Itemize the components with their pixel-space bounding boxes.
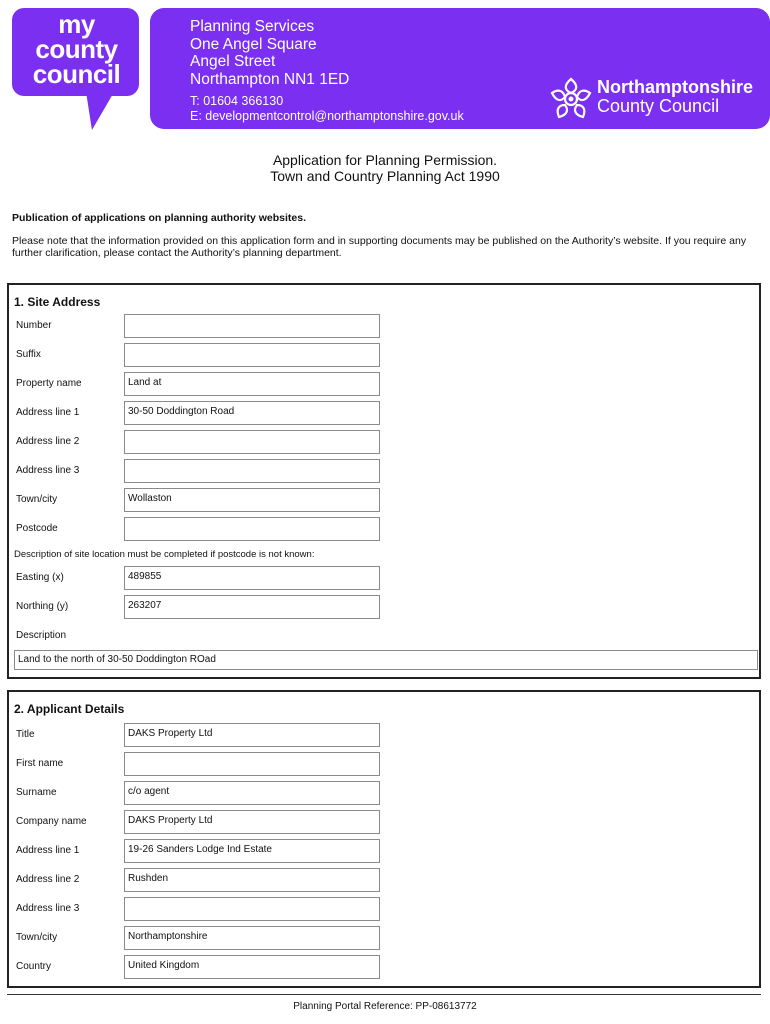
- title-field[interactable]: DAKS Property Ltd: [124, 723, 380, 747]
- publication-heading: Publication of applications on planning authority websites.: [12, 212, 307, 224]
- logo-bubble-tail: [78, 92, 114, 130]
- logo-line-3: council: [32, 59, 121, 89]
- address-line-1: Planning Services: [190, 18, 315, 35]
- postcode-field[interactable]: [124, 517, 380, 541]
- surname-field[interactable]: c/o agent: [124, 781, 380, 805]
- address-line-3-field[interactable]: [124, 459, 380, 483]
- form-row: [9, 459, 759, 484]
- field-label: Address line 2: [16, 874, 80, 885]
- address-line-2-field[interactable]: [124, 430, 380, 454]
- first-name-field[interactable]: [124, 752, 380, 776]
- form-row: [9, 897, 759, 922]
- section-title: 2. Applicant Details: [14, 702, 125, 716]
- address-line-2-field[interactable]: Rushden: [124, 868, 380, 892]
- suffix-field[interactable]: [124, 343, 380, 367]
- field-label: Address line 3: [16, 903, 80, 914]
- form-row: [9, 752, 759, 777]
- form-row: [9, 401, 759, 426]
- field-label: Address line 3: [16, 465, 80, 476]
- form-row: [9, 430, 759, 455]
- location-note: Description of site location must be completed if postcode is not known:: [14, 549, 315, 560]
- field-label: Easting (x): [16, 572, 64, 583]
- footer-divider: [7, 994, 761, 995]
- applicant-details-section: [7, 690, 761, 988]
- form-row: [9, 839, 759, 864]
- property-name-field[interactable]: Land at: [124, 372, 380, 396]
- address-line-1-field[interactable]: 30-50 Doddington Road: [124, 401, 380, 425]
- form-row: [9, 955, 759, 980]
- address-line-2: One Angel Square: [190, 35, 317, 53]
- field-label: Suffix: [16, 349, 41, 360]
- form-row: [9, 595, 759, 620]
- field-label: Town/city: [16, 932, 58, 943]
- field-label: Company name: [16, 816, 87, 827]
- field-label: Town/city: [16, 494, 58, 505]
- contact-details: [190, 94, 464, 124]
- description-field[interactable]: Land to the north of 30-50 Doddington ROad: [14, 650, 758, 670]
- field-label: Northing (y): [16, 601, 69, 612]
- field-label: Property name: [16, 378, 82, 389]
- form-row: [9, 723, 759, 748]
- description-label: Description: [16, 630, 67, 641]
- document-title: [0, 152, 770, 184]
- field-label: Number: [16, 320, 52, 331]
- field-label: Address line 1: [16, 845, 80, 856]
- council-name-line-2: County Council: [597, 96, 720, 116]
- town-city-field[interactable]: Northamptonshire: [124, 926, 380, 950]
- country-field[interactable]: United Kingdom: [124, 955, 380, 979]
- form-row: [9, 566, 759, 591]
- field-label: Country: [16, 961, 52, 972]
- town-city-field[interactable]: Wollaston: [124, 488, 380, 512]
- easting-field[interactable]: 489855: [124, 566, 380, 590]
- rose-emblem-icon: [548, 76, 594, 122]
- form-row: [9, 926, 759, 951]
- form-row: [9, 372, 759, 397]
- field-label: Postcode: [16, 523, 58, 534]
- address-line-3: Angel Street: [190, 53, 276, 70]
- site-address-section: [7, 283, 761, 679]
- form-row: [9, 517, 759, 542]
- logo-line-2: county: [35, 34, 118, 64]
- address-line-3-field[interactable]: [124, 897, 380, 921]
- portal-reference: Planning Portal Reference: PP-08613772: [293, 1001, 477, 1012]
- form-row: [9, 868, 759, 893]
- field-label: Surname: [16, 787, 57, 798]
- phone-number: T: 01604 366130: [190, 94, 284, 108]
- northing-field[interactable]: 263207: [124, 595, 380, 619]
- field-label: First name: [16, 758, 64, 769]
- field-label: Title: [16, 729, 35, 740]
- document-title-line-1: Application for Planning Permission.: [272, 152, 498, 168]
- logo-text: [14, 9, 139, 89]
- field-label: Address line 1: [16, 407, 80, 418]
- address-line-1-field[interactable]: 19-26 Sanders Lodge Ind Estate: [124, 839, 380, 863]
- council-name: [597, 78, 753, 116]
- publication-note: Please note that the information provided on this application form and in supporting documents may be published on the Authority’s website. If you require any further clarification, please contact the Authority’s planning department.: [12, 235, 747, 259]
- email-address: E: developmentcontrol@northamptonshire.gov.uk: [190, 109, 464, 123]
- council-address: [190, 18, 349, 88]
- form-row: [9, 314, 759, 339]
- form-row: [9, 781, 759, 806]
- council-name-line-1: Northamptonshire: [597, 77, 754, 97]
- header-banner: [150, 8, 770, 129]
- document-title-line-2: Town and Country Planning Act 1990: [270, 168, 500, 184]
- number-field[interactable]: [124, 314, 380, 338]
- section-title: 1. Site Address: [14, 295, 101, 309]
- form-row: [9, 810, 759, 835]
- company-name-field[interactable]: DAKS Property Ltd: [124, 810, 380, 834]
- field-label: Address line 2: [16, 436, 80, 447]
- logo-line-1: my: [58, 9, 95, 39]
- form-row: [9, 488, 759, 513]
- form-row: [9, 343, 759, 368]
- address-line-4: Northampton NN1 1ED: [190, 70, 350, 88]
